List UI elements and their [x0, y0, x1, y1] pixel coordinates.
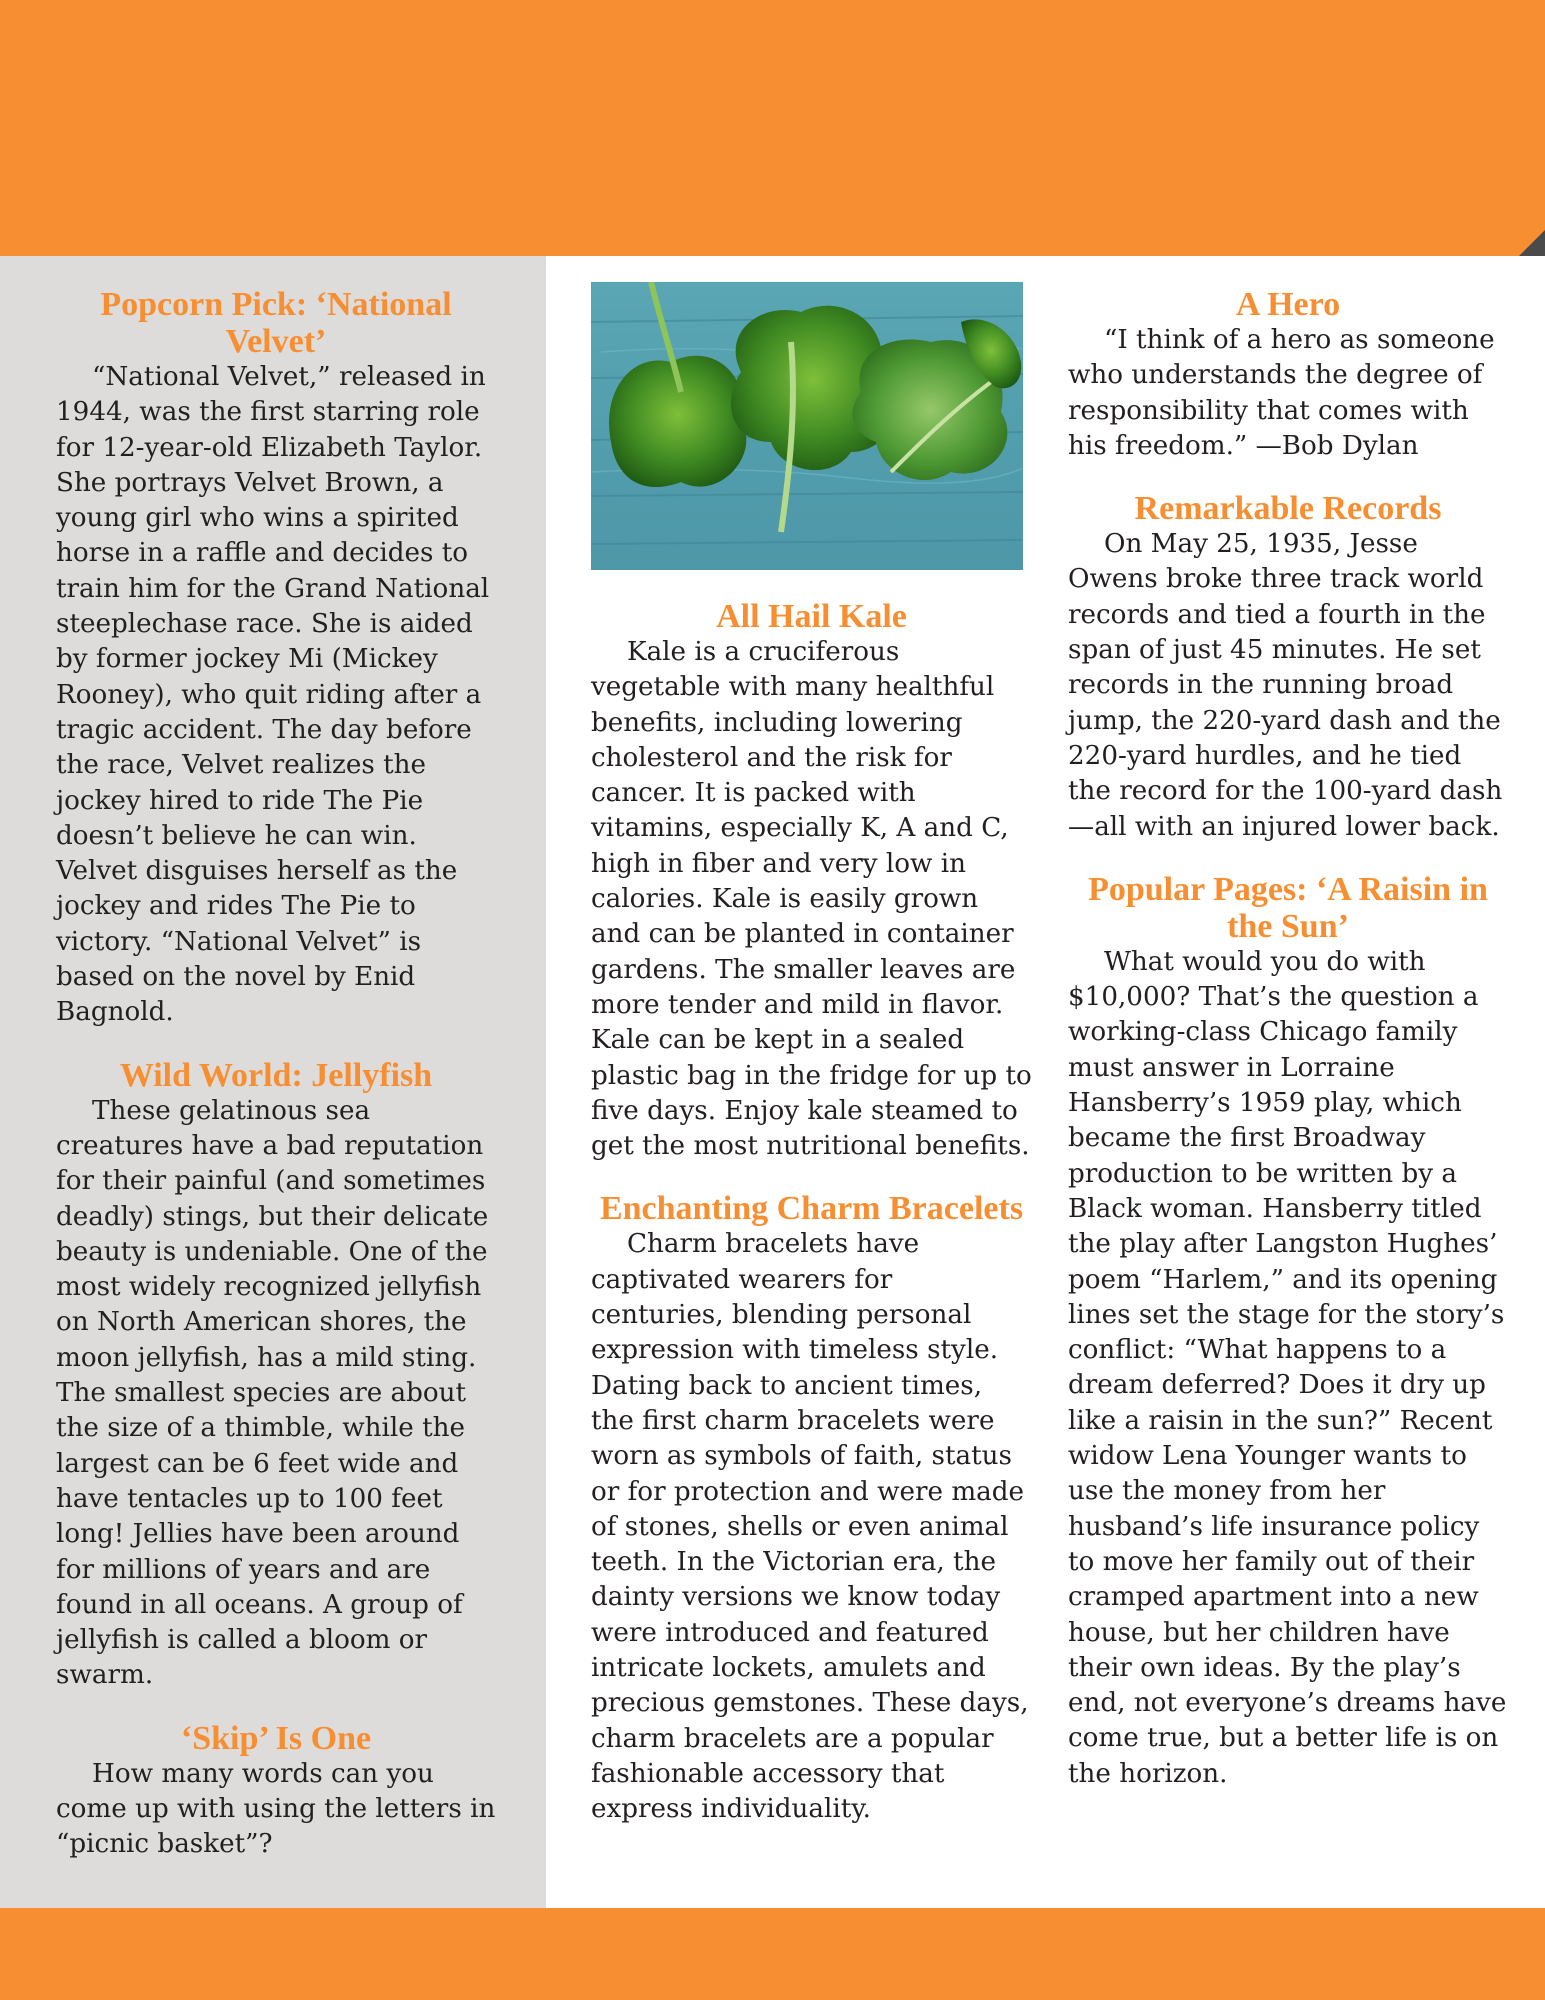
article-remarkable-records: [1068, 490, 1508, 845]
article-title: Popular Pages: ‘A Raisin in the Sun’: [1088, 870, 1488, 945]
page-corner-mark: [1519, 230, 1545, 256]
article-body: On May 25, 1935, Jesse Owens broke three track world records and tied a fourth in the span of just 45 minutes. He set records in the running broad jump, the 220-yard dash and the 220-yard hurdles, and he tied the record for the 100-yard dash—all with an injured lower back.: [1068, 529, 1503, 842]
column-right: [1068, 286, 1508, 1818]
article-body: “National Velvet,” released in 1944, was the first starring role for 12-year-old Elizabeth Taylor. She portrays Velvet Brown, a young girl who wins a spirited horse in a raffle and decides to train him for the Grand National steeplechase race. She is aided by former jockey Mi (Mickey Rooney), who quit riding after a tragic accident. The day before the race, Velvet realizes the jockey hired to ride The Pie doesn’t believe he can win. Velvet disguises herself as the jockey and rides The Pie to victory. “National Velvet” is based on the novel by Enid Bagnold.: [56, 362, 490, 1028]
article-charm-bracelets: [591, 1190, 1032, 1827]
article-skip-is-one: [56, 1720, 496, 1863]
article-title: Wild World: Jellyfish: [119, 1056, 433, 1094]
top-orange-band: [0, 0, 1545, 256]
article-body: “I think of a hero as someone who understands the degree of responsibility that comes with his freedom.” —Bob Dylan: [1068, 325, 1495, 461]
article-body: What would you do with $10,000? That’s the question a working-class Chicago family must answer in Lorraine Hansberry’s 1959 play, which became the first Broadway production to be written by a Black woman. Hansberry titled the play after Langston Hughes’ poem “Harlem,” and its opening lines set the stage for the story’s conflict: “What happens to a dream deferred? Does it dry up like a raisin in the sun?” Recent widow Lena Younger wants to use the money from her husband’s life insurance policy to move her family out of their cramped apartment into a new house, but her children have their own ideas. By the play’s end, not everyone’s dreams have come true, but a better life is on the horizon.: [1068, 946, 1507, 1789]
article-popcorn-pick: [56, 286, 496, 1031]
article-body: How many words can you come up with using the letters in “picnic basket”?: [56, 1758, 496, 1860]
article-title: ‘Skip’ Is One: [180, 1719, 372, 1757]
article-body: Kale is a cruciferous vegetable with many healthful benefits, including lowering cholesterol and the risk for cancer. It is packed with vitamins, especially K, A and C, high in fiber and very low in calories. Kale is easily grown and can be planted in container gardens. The smaller leaves are more tender and mild in flavor. Kale can be kept in a sealed plastic bag in the fridge for up to five days. Enjoy kale steamed to get the most nutritional benefits.: [591, 637, 1032, 1162]
bottom-orange-band: [0, 1908, 1545, 2000]
column-left: [56, 286, 496, 1889]
article-title: A Hero: [1235, 286, 1341, 323]
article-popular-pages: [1068, 871, 1508, 1792]
article-title: All Hail Kale: [716, 598, 907, 635]
article-body: These gelatinous sea creatures have a bad reputation for their painful (and sometimes deadly) stings, but their delicate beauty is undeniable. One of the most widely recognized jellyfish on North American shores, the moon jellyfish, has a mild sting. The smallest species are about the size of a thimble, while the largest can be 6 feet wide and have tentacles up to 100 feet long! Jellies have been around for millions of years and are found in all oceans. A group of jellyfish is called a bloom or swarm.: [56, 1095, 489, 1691]
article-title: Popcorn Pick: ‘National Velvet’: [100, 286, 452, 360]
article-a-hero: [1068, 286, 1508, 464]
article-title: Remarkable Records: [1134, 490, 1442, 528]
article-title: Enchanting Charm Bracelets: [599, 1190, 1024, 1228]
article-body: Charm bracelets have captivated wearers for centuries, blending personal expression with timeless style. Dating back to ancient times, the first charm bracelets were worn as symbols of faith, status or for protection and were made of stones, shells or even animal teeth. In the Victorian era, the dainty versions we know today were introduced and featured intricate lockets, amulets and precious gemstones. These days, charm bracelets are a popular fashionable accessory that express individuality.: [591, 1229, 1029, 1825]
article-wild-world: [56, 1057, 496, 1694]
article-all-hail-kale: [591, 598, 1032, 1164]
kale-photo: [591, 282, 1023, 570]
column-middle: [591, 282, 1032, 1854]
